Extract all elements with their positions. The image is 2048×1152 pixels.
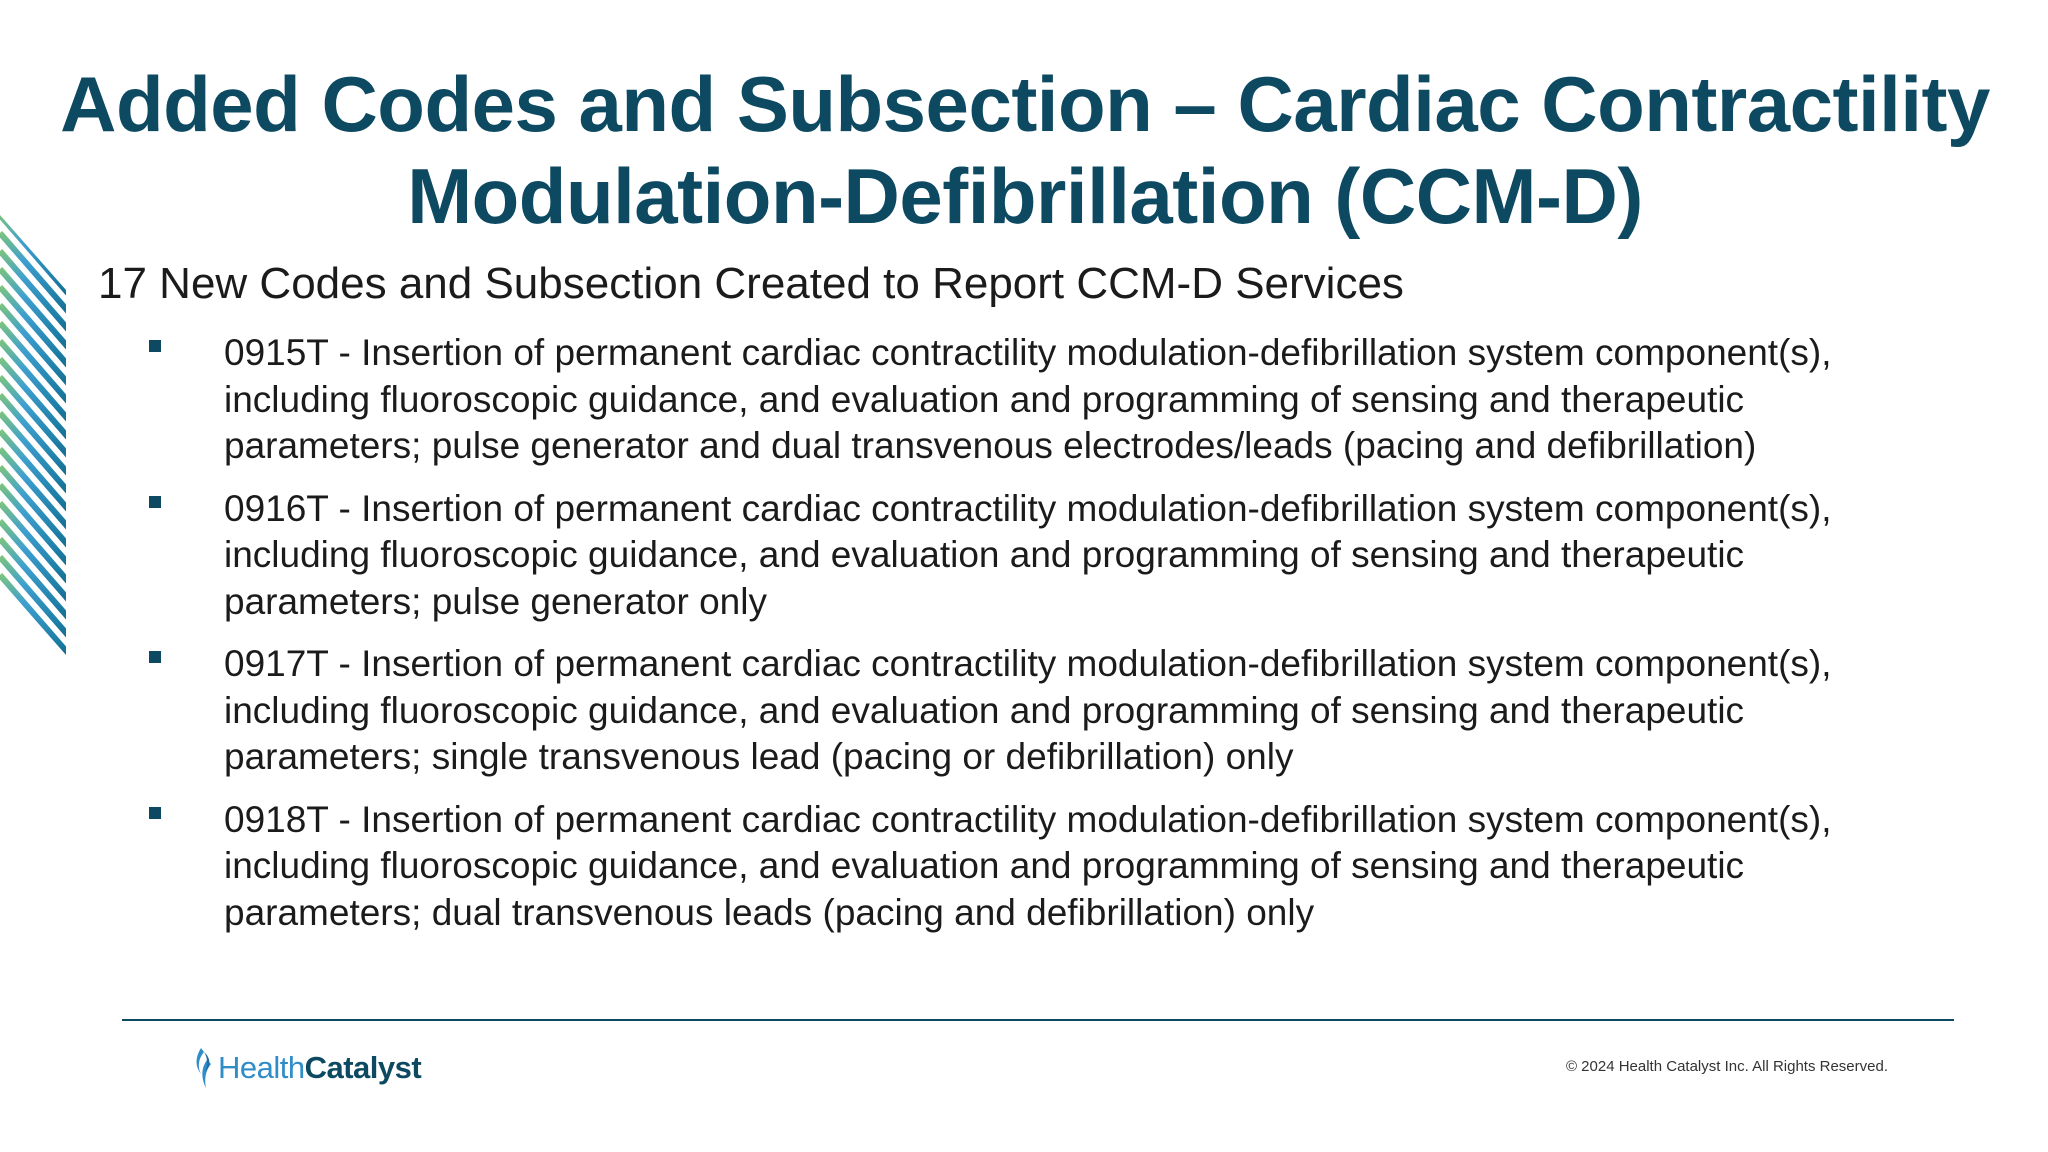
footer-divider [122, 1019, 1954, 1021]
list-item [144, 797, 1934, 937]
title-line-2: Modulation-Defibrillation (CCM-D) [407, 152, 1643, 240]
logo-wordmark: HealthCatalyst [218, 1050, 422, 1085]
list-item [144, 486, 1934, 626]
title-line-1: Added Codes and Subsection – Cardiac Contractility [60, 60, 1990, 148]
flame-logo-icon [192, 1046, 216, 1090]
slide-title [60, 58, 1990, 242]
code-list [144, 330, 1934, 952]
code-description: 0915T - Insertion of permanent cardiac contractility modulation-defibrillation system component(s), including fluoroscopic guidance, and evaluation and programming of sensing and therapeutic parameters; pulse generator and dual transvenous electrodes/leads (pacing and defibrillation) [224, 332, 1832, 466]
square-bullet-icon [149, 496, 161, 508]
decorative-stripes-icon [0, 215, 70, 655]
code-description: 0918T - Insertion of permanent cardiac contractility modulation-defibrillation system component(s), including fluoroscopic guidance, and evaluation and programming of sensing and therapeutic parameters; dual transvenous leads (pacing and defibrillation) only [224, 798, 1832, 933]
copyright-notice: © 2024 Health Catalyst Inc. All Rights Reserved. [1565, 1058, 1888, 1075]
health-catalyst-logo [192, 1044, 421, 1092]
code-description: 0916T - Insertion of permanent cardiac contractility modulation-defibrillation system component(s), including fluoroscopic guidance, and evaluation and programming of sensing and therapeutic parameters; pulse generator only [224, 487, 1832, 622]
square-bullet-icon [149, 651, 161, 663]
section-heading: 17 New Codes and Subsection Created to Report CCM-D Services [98, 259, 1404, 308]
code-description: 0917T - Insertion of permanent cardiac contractility modulation-defibrillation system component(s), including fluoroscopic guidance, and evaluation and programming of sensing and therapeutic parameters; single transvenous lead (pacing or defibrillation) only [224, 643, 1832, 777]
square-bullet-icon [149, 340, 161, 352]
list-item [144, 330, 1934, 470]
square-bullet-icon [149, 807, 161, 819]
list-item [144, 641, 1934, 781]
